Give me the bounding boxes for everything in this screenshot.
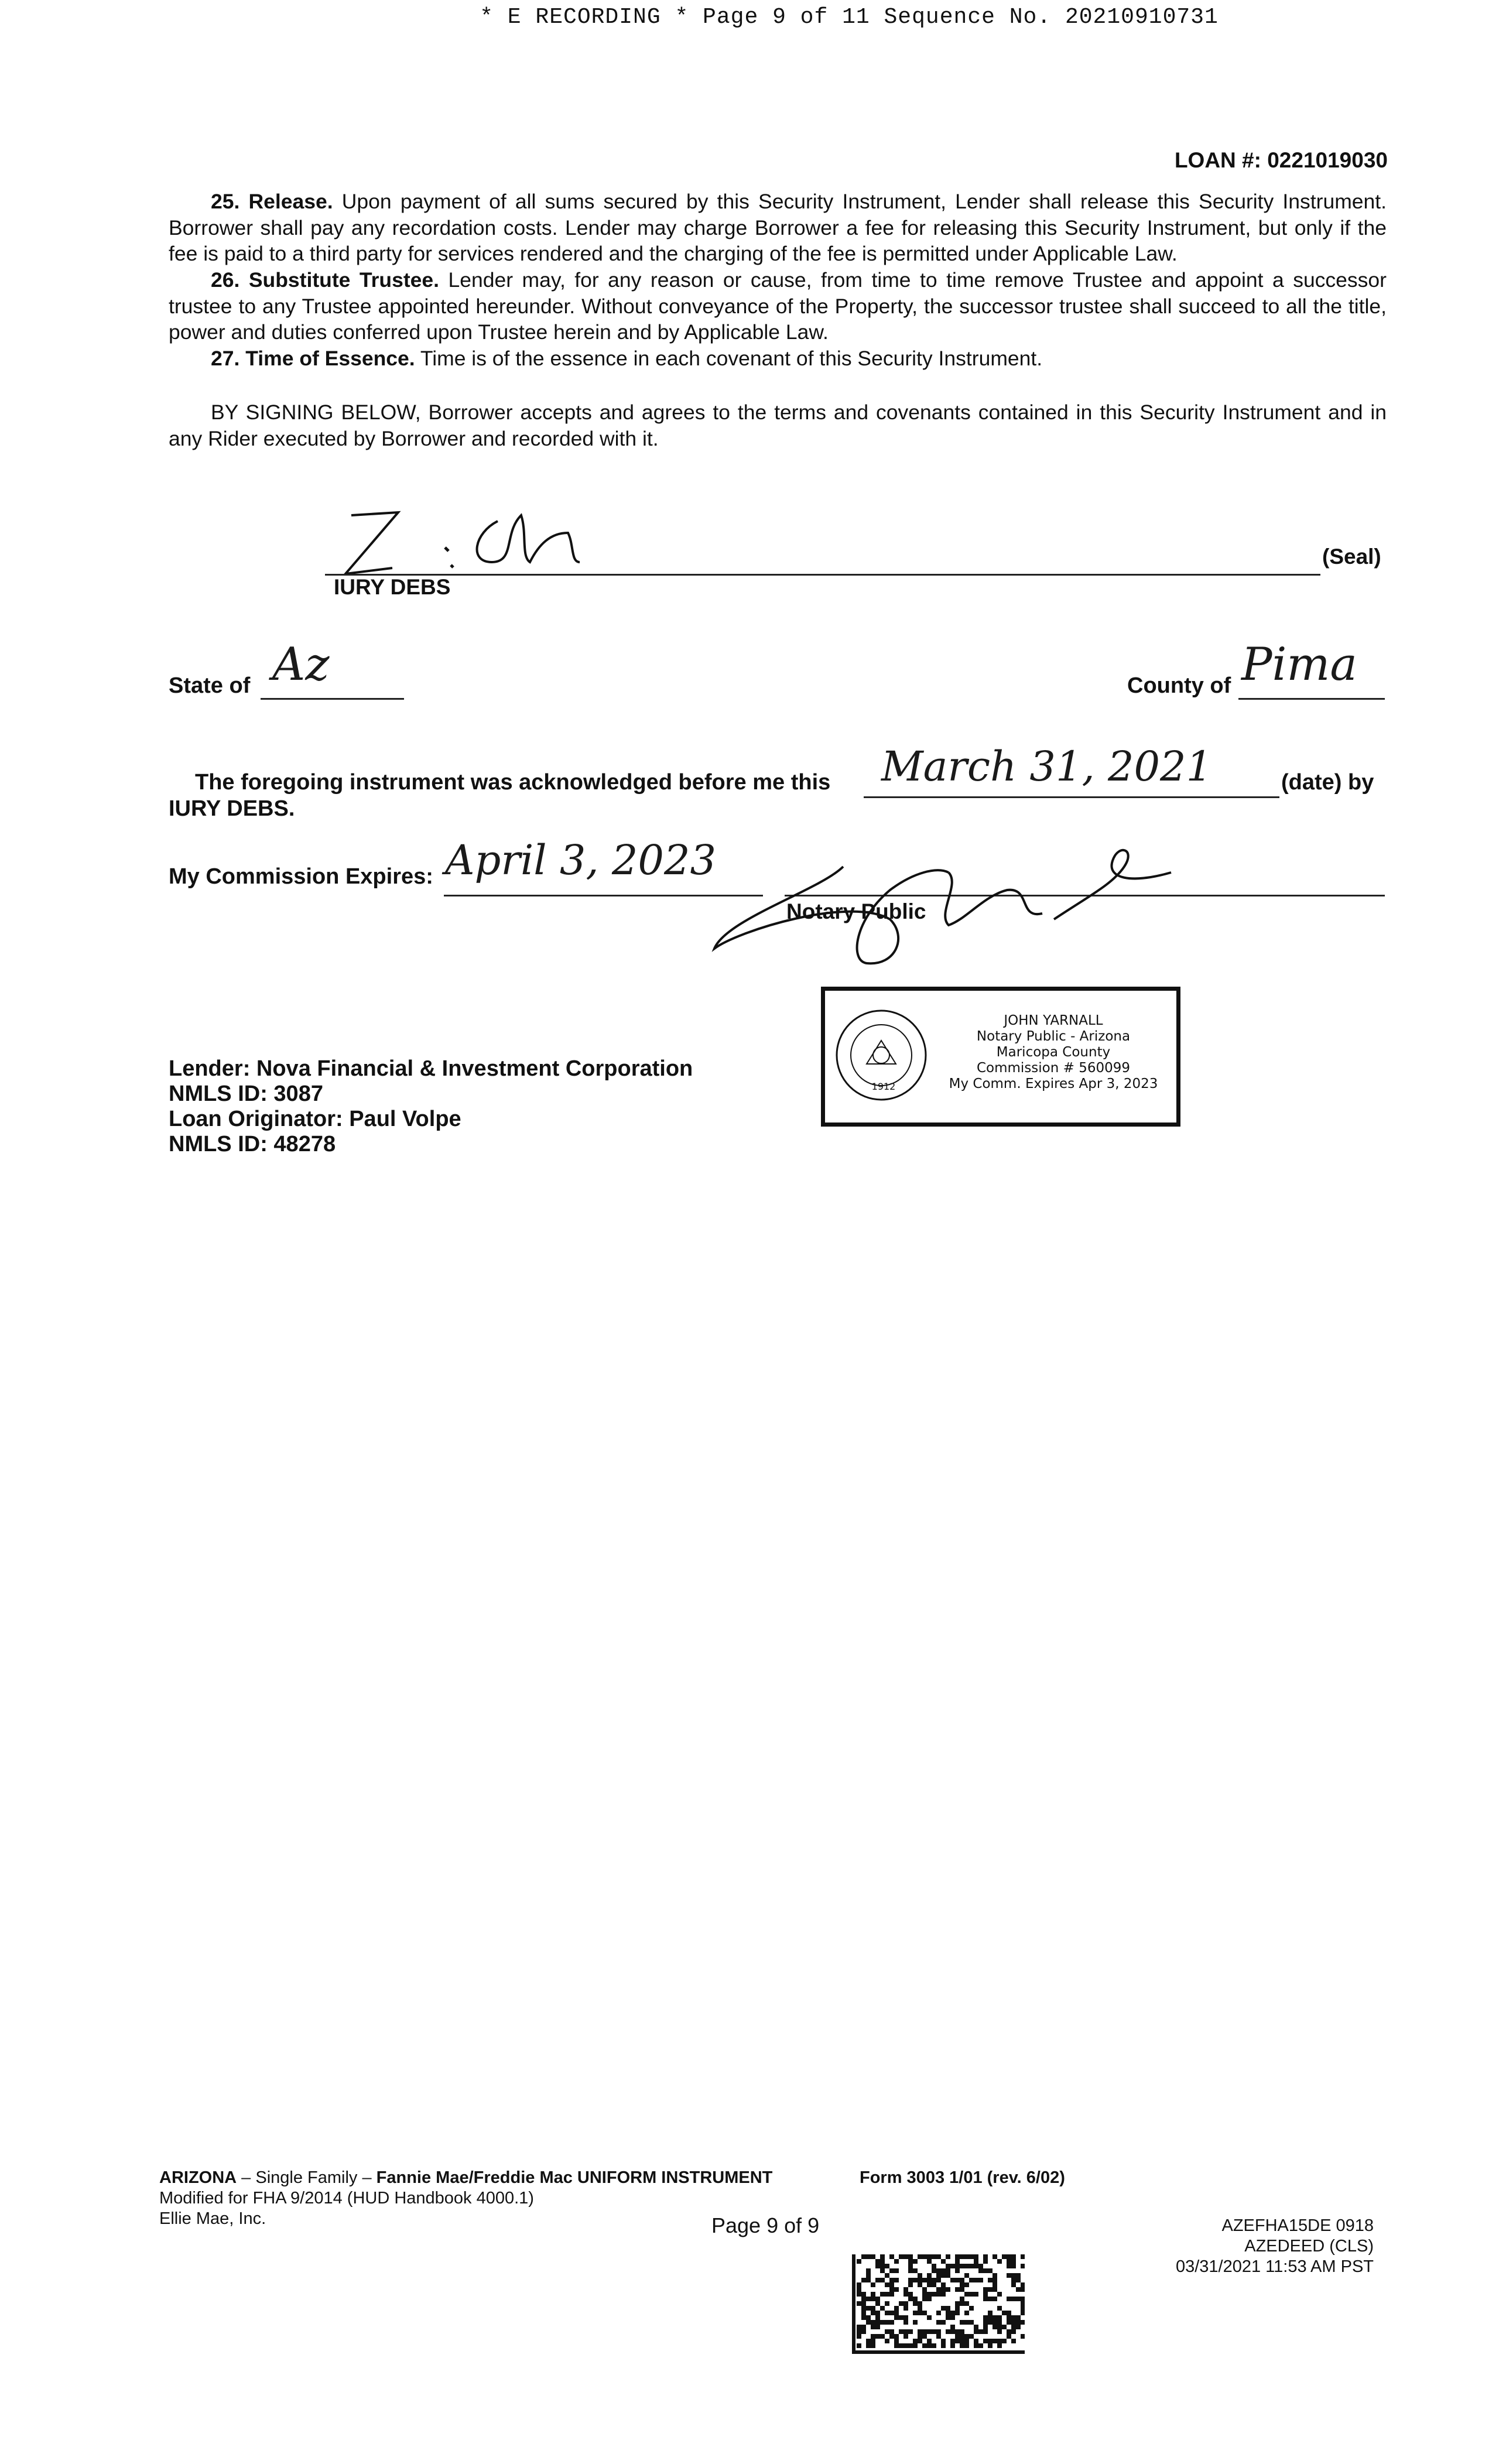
footer-code: AZEFHA15DE 0918 xyxy=(1221,2216,1374,2235)
section-text: Lender may, for any reason or cause, from time to time remove Trustee and appoint a successor trustee to any Trustee appointed hereunder. Without conveyance of the Property, the successor trustee shall succeed to all the title, power and duties conferred upon Trustee herein and by Applicable Law. xyxy=(169,268,1387,344)
section-title: Substitute Trustee. xyxy=(248,268,440,292)
acknowledgment-date: March 31, 2021 xyxy=(881,742,1213,790)
seal-label: (Seal) xyxy=(1322,545,1381,569)
commission-label: My Commission Expires: xyxy=(169,864,433,889)
recording-header: * E RECORDING * Page 9 of 11 Sequence No. 20210910731 xyxy=(480,5,1219,30)
loan-originator: Loan Originator: Paul Volpe xyxy=(169,1107,461,1131)
datamatrix-barcode-icon xyxy=(852,2254,1025,2354)
acknowledgment-date-line xyxy=(864,796,1279,798)
commission-value: April 3, 2023 xyxy=(445,836,717,884)
date-by-label: (date) by xyxy=(1281,770,1374,795)
lender-info xyxy=(169,1056,693,1157)
lender-line: Lender: Nova Financial & Investment Corporation xyxy=(169,1056,693,1081)
signing-statement: BY SIGNING BELOW, Borrower accepts and agrees to the terms and covenants contained in this Security Instrument and in any Rider executed by Borrower and recorded with it. xyxy=(169,401,1387,450)
section-title: Time of Essence. xyxy=(245,347,415,370)
stamp-text xyxy=(936,1013,1171,1092)
state-label: State of xyxy=(169,673,251,698)
footer-deed-code: AZEDEED (CLS) xyxy=(1244,2237,1374,2256)
covenant-section-25 xyxy=(169,189,1387,267)
originator-nmls: NMLS ID: 48278 xyxy=(169,1132,336,1156)
section-text: Upon payment of all sums secured by this Security Instrument, Lender shall release this Security Instrument. Borrower shall pay any recordation costs. Lender may charge Borrower a fee for releasing this Security Instrument, but only if the fee is paid to a third party for services rendered and the charging of the fee is permitted under Applicable Law. xyxy=(169,190,1387,265)
county-label: County of xyxy=(1127,673,1231,698)
state-line xyxy=(261,698,404,700)
covenant-section-26 xyxy=(169,267,1387,345)
notary-public-label: Notary Public xyxy=(786,899,926,923)
footer-form: Form 3003 1/01 (rev. 6/02) xyxy=(860,2168,1065,2187)
stamp-line: JOHN YARNALL xyxy=(1004,1013,1103,1028)
notary-stamp xyxy=(821,987,1180,1127)
borrower-signature-line xyxy=(325,574,1320,576)
acknowledgment-text: The foregoing instrument was acknowledged before me this xyxy=(195,770,831,795)
section-text: Time is of the essence in each covenant of this Security Instrument. xyxy=(420,347,1043,370)
footer-modified-line: Modified for FHA 9/2014 (HUD Handbook 4000.1) xyxy=(159,2189,534,2208)
stamp-line: Maricopa County xyxy=(996,1045,1111,1060)
stamp-line: Notary Public - Arizona xyxy=(976,1029,1131,1044)
stamp-line: My Comm. Expires Apr 3, 2023 xyxy=(949,1076,1158,1091)
borrower-name: IURY DEBS xyxy=(334,575,451,599)
section-title: Release. xyxy=(248,190,333,213)
notary-signature xyxy=(703,831,1218,972)
seal-year: 1912 xyxy=(871,1081,896,1092)
footer-instrument: Fannie Mae/Freddie Mac UNIFORM INSTRUMENT xyxy=(376,2168,773,2187)
footer-instrument-line xyxy=(159,2168,772,2188)
footer-right xyxy=(1176,2216,1374,2277)
footer-timestamp: 03/31/2021 11:53 AM PST xyxy=(1175,2257,1374,2276)
stamp-line: Commission # 560099 xyxy=(976,1060,1131,1076)
county-line xyxy=(1238,698,1385,700)
county-value: Pima xyxy=(1241,638,1357,691)
acknowledged-person: IURY DEBS. xyxy=(169,796,295,821)
state-value: Az xyxy=(272,638,330,691)
footer-left xyxy=(159,2168,772,2229)
lender-nmls: NMLS ID: 3087 xyxy=(169,1082,323,1106)
section-number: 27. xyxy=(211,347,240,370)
footer-state: ARIZONA xyxy=(159,2168,237,2187)
footer-vendor-line: Ellie Mae, Inc. xyxy=(159,2209,266,2228)
footer-page: Page 9 of 9 xyxy=(711,2213,820,2237)
borrower-signature xyxy=(328,498,609,586)
section-number: 26. xyxy=(211,268,240,292)
covenant-section-27 xyxy=(169,345,1387,372)
loan-number: LOAN #: 0221019030 xyxy=(1174,148,1388,172)
footer-type: – Single Family – xyxy=(237,2168,377,2187)
section-number: 25. xyxy=(211,190,240,213)
